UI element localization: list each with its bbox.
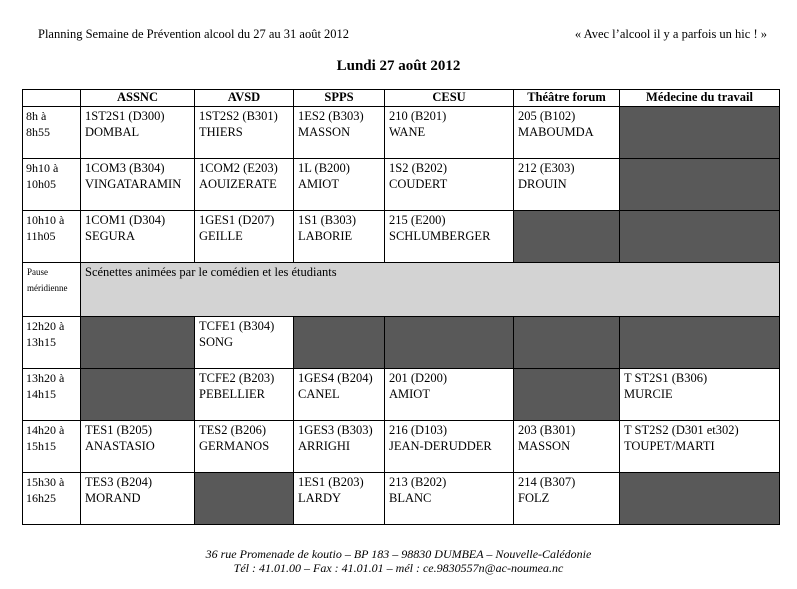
session-teacher: THIERS bbox=[199, 125, 243, 139]
session-teacher: MABOUMDA bbox=[518, 125, 594, 139]
session-cell bbox=[294, 107, 385, 159]
time-line: 8h à bbox=[26, 109, 47, 123]
unavailable-cell bbox=[620, 159, 780, 211]
session-teacher: LARDY bbox=[298, 491, 342, 505]
time-slot-row bbox=[23, 317, 780, 369]
session-class-room: 1ES1 (B203) bbox=[298, 475, 364, 489]
session-cell bbox=[294, 369, 385, 421]
time-line: 15h30 à bbox=[26, 475, 65, 489]
column-header: Théâtre forum bbox=[514, 90, 620, 107]
session-cell bbox=[385, 473, 514, 525]
session-teacher: DROUIN bbox=[518, 177, 567, 191]
session-class-room: TCFE2 (B203) bbox=[199, 371, 275, 385]
time-slot-row bbox=[23, 369, 780, 421]
session-teacher: COUDERT bbox=[389, 177, 448, 191]
session-cell bbox=[195, 421, 294, 473]
pause-row bbox=[23, 263, 780, 317]
time-slot-row bbox=[23, 159, 780, 211]
session-teacher: VINGATARAMIN bbox=[85, 177, 182, 191]
unavailable-cell bbox=[620, 211, 780, 263]
unavailable-cell bbox=[620, 107, 780, 159]
session-class-room: TES1 (B205) bbox=[85, 423, 153, 437]
session-cell bbox=[294, 159, 385, 211]
session-cell bbox=[294, 473, 385, 525]
session-cell bbox=[81, 211, 195, 263]
unavailable-cell bbox=[294, 317, 385, 369]
session-cell bbox=[620, 369, 780, 421]
time-line: 13h20 à bbox=[26, 371, 65, 385]
session-teacher: PEBELLIER bbox=[199, 387, 265, 401]
unavailable-cell bbox=[195, 473, 294, 525]
time-line: 10h10 à bbox=[26, 213, 65, 227]
session-class-room: 1COM1 (D304) bbox=[85, 213, 166, 227]
session-class-room: 1S1 (B303) bbox=[298, 213, 356, 227]
session-class-room: 1COM3 (B304) bbox=[85, 161, 165, 175]
unavailable-cell bbox=[620, 317, 780, 369]
session-class-room: TES3 (B204) bbox=[85, 475, 153, 489]
session-class-room: TCFE1 (B304) bbox=[199, 319, 275, 333]
session-teacher: TOUPET/MARTI bbox=[624, 439, 715, 453]
pause-activity-cell: Scénettes animées par le comédien et les étudiants bbox=[81, 263, 780, 317]
session-class-room: 216 (D103) bbox=[389, 423, 447, 437]
session-cell bbox=[385, 369, 514, 421]
session-teacher: DOMBAL bbox=[85, 125, 140, 139]
session-cell bbox=[385, 107, 514, 159]
session-cell bbox=[195, 369, 294, 421]
session-teacher: MASSON bbox=[518, 439, 571, 453]
session-class-room: T ST2S2 (D301 et302) bbox=[624, 423, 739, 437]
time-cell bbox=[23, 211, 81, 263]
session-teacher: MORAND bbox=[85, 491, 141, 505]
session-teacher: SONG bbox=[199, 335, 234, 349]
session-teacher: CANEL bbox=[298, 387, 340, 401]
session-class-room: 1ST2S2 (B301) bbox=[199, 109, 278, 123]
session-class-room: 1GES4 (B204) bbox=[298, 371, 373, 385]
session-teacher: GEILLE bbox=[199, 229, 243, 243]
session-cell bbox=[385, 421, 514, 473]
session-teacher: AMIOT bbox=[389, 387, 430, 401]
schedule-table bbox=[22, 89, 780, 525]
session-class-room: 214 (B307) bbox=[518, 475, 576, 489]
session-teacher: LABORIE bbox=[298, 229, 353, 243]
session-teacher: FOLZ bbox=[518, 491, 550, 505]
session-teacher: ARRIGHI bbox=[298, 439, 351, 453]
column-header: AVSD bbox=[195, 90, 294, 107]
session-teacher: JEAN-DERUDDER bbox=[389, 439, 492, 453]
session-teacher: BLANC bbox=[389, 491, 432, 505]
column-header: CESU bbox=[385, 90, 514, 107]
time-slot-row bbox=[23, 421, 780, 473]
unavailable-cell bbox=[514, 317, 620, 369]
session-class-room: 1GES3 (B303) bbox=[298, 423, 373, 437]
time-slot-row bbox=[23, 473, 780, 525]
header-row bbox=[23, 90, 780, 107]
session-teacher: AOUIZERATE bbox=[199, 177, 277, 191]
unavailable-cell bbox=[514, 211, 620, 263]
footer-address: 36 rue Promenade de koutio – BP 183 – 98830 DUMBEA – Nouvelle-Calédonie bbox=[205, 547, 592, 561]
session-class-room: 1GES1 (D207) bbox=[199, 213, 275, 227]
time-cell bbox=[23, 421, 81, 473]
session-cell bbox=[81, 473, 195, 525]
time-line: 14h20 à bbox=[26, 423, 65, 437]
session-cell bbox=[195, 159, 294, 211]
time-cell bbox=[23, 107, 81, 159]
session-class-room: 201 (D200) bbox=[389, 371, 447, 385]
session-cell bbox=[385, 159, 514, 211]
session-cell bbox=[81, 107, 195, 159]
time-line: 10h05 bbox=[26, 177, 56, 191]
session-class-room: 215 (E200) bbox=[389, 213, 446, 227]
session-cell bbox=[514, 159, 620, 211]
time-line: méridienne bbox=[27, 283, 68, 293]
session-teacher: SEGURA bbox=[85, 229, 136, 243]
session-class-room: 1ES2 (B303) bbox=[298, 109, 364, 123]
session-class-room: TES2 (B206) bbox=[199, 423, 267, 437]
session-class-room: 203 (B301) bbox=[518, 423, 576, 437]
document-header-right: « Avec l’alcool il y a parfois un hic ! » bbox=[574, 27, 767, 41]
time-line: 16h25 bbox=[26, 491, 56, 505]
session-class-room: 205 (B102) bbox=[518, 109, 576, 123]
session-cell bbox=[195, 211, 294, 263]
time-slot-row bbox=[23, 211, 780, 263]
session-cell bbox=[81, 421, 195, 473]
session-cell bbox=[514, 421, 620, 473]
document-header-left: Planning Semaine de Prévention alcool du 27 au 31 août 2012 bbox=[38, 27, 350, 41]
pause-label-cell bbox=[23, 263, 81, 317]
time-cell bbox=[23, 159, 81, 211]
corner-cell bbox=[23, 90, 81, 107]
session-cell bbox=[81, 159, 195, 211]
session-class-room: T ST2S1 (B306) bbox=[624, 371, 708, 385]
unavailable-cell bbox=[514, 369, 620, 421]
session-class-room: 1S2 (B202) bbox=[389, 161, 447, 175]
column-header: SPPS bbox=[294, 90, 385, 107]
column-header: Médecine du travail bbox=[620, 90, 780, 107]
session-cell bbox=[195, 317, 294, 369]
session-teacher: AMIOT bbox=[298, 177, 339, 191]
session-teacher: ANASTASIO bbox=[85, 439, 155, 453]
time-cell bbox=[23, 317, 81, 369]
session-class-room: 1ST2S1 (D300) bbox=[85, 109, 165, 123]
footer-contact: Tél : 41.01.00 – Fax : 41.01.01 – mél : ce.9830557n@ac-noumea.nc bbox=[233, 561, 564, 575]
session-teacher: MURCIE bbox=[624, 387, 673, 401]
session-cell bbox=[514, 473, 620, 525]
session-class-room: 1L (B200) bbox=[298, 161, 350, 175]
session-teacher: MASSON bbox=[298, 125, 351, 139]
session-teacher: GERMANOS bbox=[199, 439, 270, 453]
session-teacher: WANE bbox=[389, 125, 426, 139]
time-cell bbox=[23, 369, 81, 421]
session-class-room: 210 (B201) bbox=[389, 109, 447, 123]
time-line: Pause bbox=[27, 267, 48, 277]
session-class-room: 212 (E303) bbox=[518, 161, 575, 175]
unavailable-cell bbox=[81, 317, 195, 369]
session-cell bbox=[294, 211, 385, 263]
time-line: 15h15 bbox=[26, 439, 56, 453]
time-slot-row bbox=[23, 107, 780, 159]
time-line: 11h05 bbox=[26, 229, 56, 243]
day-title: Lundi 27 août 2012 bbox=[336, 58, 461, 74]
column-header: ASSNC bbox=[81, 90, 195, 107]
time-line: 13h15 bbox=[26, 335, 56, 349]
unavailable-cell bbox=[385, 317, 514, 369]
session-cell bbox=[385, 211, 514, 263]
session-cell bbox=[620, 421, 780, 473]
session-teacher: SCHLUMBERGER bbox=[389, 229, 491, 243]
time-line: 14h15 bbox=[26, 387, 56, 401]
time-line: 8h55 bbox=[26, 125, 50, 139]
session-cell bbox=[195, 107, 294, 159]
session-cell bbox=[514, 107, 620, 159]
session-class-room: 213 (B202) bbox=[389, 475, 447, 489]
time-cell bbox=[23, 473, 81, 525]
unavailable-cell bbox=[620, 473, 780, 525]
unavailable-cell bbox=[81, 369, 195, 421]
session-cell bbox=[294, 421, 385, 473]
time-line: 9h10 à bbox=[26, 161, 59, 175]
time-line: 12h20 à bbox=[26, 319, 65, 333]
session-class-room: 1COM2 (E203) bbox=[199, 161, 278, 175]
